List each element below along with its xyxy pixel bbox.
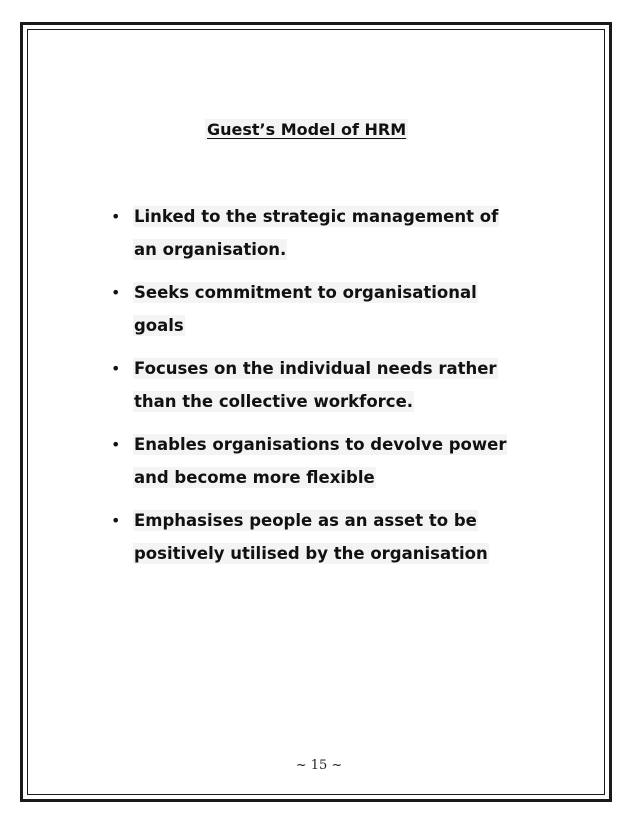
bullet-item [111, 504, 561, 570]
page-title [205, 119, 408, 140]
bullet-icon: • [111, 511, 121, 530]
bullet-line: and become more flexible [134, 468, 375, 487]
bullet-list [111, 200, 561, 580]
bullet-line: Focuses on the individual needs rather [134, 359, 497, 378]
bullet-item [111, 352, 561, 418]
bullet-icon: • [111, 359, 121, 378]
bullet-line: Seeks commitment to organisational [134, 283, 477, 302]
bullet-item [111, 276, 561, 342]
bullet-item [111, 428, 561, 494]
bullet-line: goals [134, 316, 184, 335]
bullet-line: than the collective workforce. [134, 392, 414, 411]
bullet-icon: • [111, 283, 121, 302]
bullet-line: positively utilised by the organisation [134, 544, 488, 563]
bullet-line: an organisation. [134, 240, 287, 259]
bullet-line: Emphasises people as an asset to be [134, 511, 477, 530]
page-title-text: Guest’s Model of HRM [207, 120, 407, 139]
bullet-icon: • [111, 435, 121, 454]
bullet-line: Enables organisations to devolve power [134, 435, 507, 454]
bullet-icon: • [111, 207, 121, 226]
bullet-item [111, 200, 561, 266]
bullet-line: Linked to the strategic management of [134, 207, 499, 226]
page-number: ~ 15 ~ [295, 758, 343, 773]
